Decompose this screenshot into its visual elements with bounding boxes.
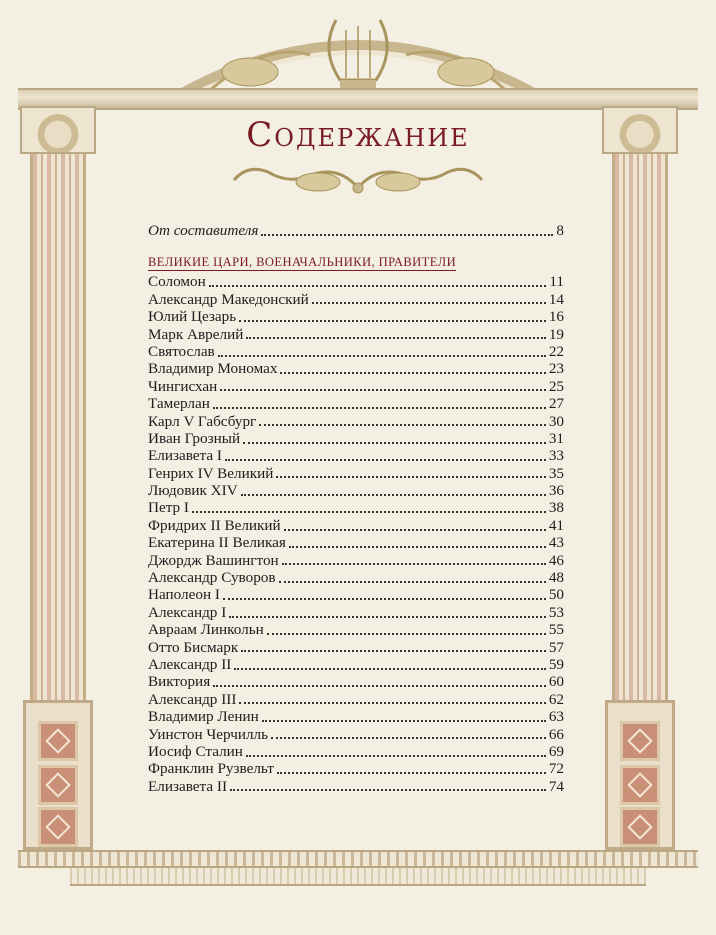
toc-entry[interactable] xyxy=(148,517,564,534)
toc-entry[interactable] xyxy=(148,621,564,638)
toc-entry-page: 53 xyxy=(548,603,564,621)
toc-entry-label: Елизавета I xyxy=(148,447,222,465)
toc-entry-page: 66 xyxy=(548,725,564,743)
toc-entry-label: Наполеон I xyxy=(148,586,220,604)
toc-entry[interactable] xyxy=(148,430,564,447)
toc-entry[interactable] xyxy=(148,308,564,325)
dot-leader xyxy=(192,511,546,513)
dot-leader xyxy=(271,737,546,739)
toc-entry-label: Людовик XIV xyxy=(148,482,238,500)
dot-leader xyxy=(234,668,545,670)
toc-entry-page: 60 xyxy=(548,673,564,691)
toc-entry-page: 22 xyxy=(548,342,564,360)
toc-entry-page: 63 xyxy=(548,708,564,726)
dot-leader xyxy=(289,546,546,548)
toc-entry-page: 33 xyxy=(548,447,564,465)
toc-entry-page: 16 xyxy=(548,308,564,326)
base-molding xyxy=(70,868,646,886)
toc-entry-page: 50 xyxy=(548,586,564,604)
toc-entry[interactable] xyxy=(148,343,564,360)
toc-entry-page: 62 xyxy=(548,690,564,708)
toc-entry-page: 55 xyxy=(548,621,564,639)
dot-leader xyxy=(246,755,546,757)
dot-leader xyxy=(262,720,546,722)
toc-entry[interactable] xyxy=(148,569,564,586)
dot-leader xyxy=(213,407,546,409)
toc-entry[interactable] xyxy=(148,639,564,656)
toc-entry-label: Владимир Ленин xyxy=(148,708,259,726)
toc-entry-label: Карл V Габсбург xyxy=(148,412,257,430)
toc-entry-label: Иосиф Сталин xyxy=(148,742,243,760)
ornament-panel xyxy=(620,721,660,761)
toc-entry-page: 69 xyxy=(548,742,564,760)
ornament-panel xyxy=(620,765,660,805)
page-title: Содержание xyxy=(246,115,470,155)
dot-leader xyxy=(246,337,545,339)
toc-entry-label: Джордж Вашингтон xyxy=(148,551,279,569)
toc-entry-label: Александр I xyxy=(148,603,227,621)
toc-entry-page: 31 xyxy=(548,429,564,447)
toc-entry-page: 46 xyxy=(548,551,564,569)
ornament-panel xyxy=(38,807,78,847)
dot-leader xyxy=(261,234,553,236)
toc-entry-page: 48 xyxy=(548,569,564,587)
dot-leader xyxy=(276,476,545,478)
toc-entry-page: 38 xyxy=(548,499,564,517)
toc-entry-page: 14 xyxy=(548,290,564,308)
toc-entry-intro[interactable] xyxy=(148,222,564,239)
toc-entry[interactable] xyxy=(148,760,564,777)
toc-entry[interactable] xyxy=(148,326,564,343)
toc-entry[interactable] xyxy=(148,360,564,377)
toc-entry-page: 36 xyxy=(548,482,564,500)
toc-entry-label: Генрих IV Великий xyxy=(148,464,274,482)
dot-leader xyxy=(239,320,546,322)
toc-entry-label: От составителя xyxy=(148,222,259,239)
toc-entry[interactable] xyxy=(148,778,564,795)
dot-leader xyxy=(267,633,546,635)
toc-entry-label: Виктория xyxy=(148,673,211,691)
dot-leader xyxy=(259,424,546,426)
ornament-panel xyxy=(38,765,78,805)
toc-entry-label: Юлий Цезарь xyxy=(148,308,237,326)
toc-entry-label: Александр Македонский xyxy=(148,290,309,308)
toc-entry[interactable] xyxy=(148,395,564,412)
toc-entry[interactable] xyxy=(148,552,564,569)
dot-leader xyxy=(277,772,546,774)
toc-entry-page: 59 xyxy=(548,655,564,673)
right-pedestal xyxy=(605,700,675,850)
toc-entry-page: 41 xyxy=(548,516,564,534)
dot-leader xyxy=(213,685,546,687)
toc-entry-page: 25 xyxy=(548,377,564,395)
toc-entry-label: Чингисхан xyxy=(148,377,218,395)
ornament-panel xyxy=(620,807,660,847)
toc-entry[interactable] xyxy=(148,465,564,482)
dot-leader xyxy=(312,302,546,304)
toc-entry-label: Петр I xyxy=(148,499,189,517)
dot-leader xyxy=(229,616,546,618)
toc-entry-page: 19 xyxy=(548,325,564,343)
toc-entry-page: 23 xyxy=(548,360,564,378)
toc-entry-page: 35 xyxy=(548,464,564,482)
toc-entry[interactable] xyxy=(148,534,564,551)
dot-leader xyxy=(241,494,546,496)
toc-entry[interactable] xyxy=(148,604,564,621)
toc-entry-page: 27 xyxy=(548,395,564,413)
dot-leader xyxy=(284,529,546,531)
toc-entry-label: Франклин Рузвельт xyxy=(148,760,274,778)
toc-entry[interactable] xyxy=(148,691,564,708)
dot-leader xyxy=(220,389,546,391)
toc-entry[interactable] xyxy=(148,656,564,673)
toc-entry-label: Елизавета II xyxy=(148,777,228,795)
toc-entry[interactable] xyxy=(148,273,564,290)
table-of-contents xyxy=(148,222,564,795)
toc-entry-label: Фридрих II Великий xyxy=(148,516,281,534)
toc-entry-page: 30 xyxy=(548,412,564,430)
toc-entry[interactable] xyxy=(148,413,564,430)
dot-leader xyxy=(223,598,546,600)
toc-entry[interactable] xyxy=(148,586,564,603)
toc-entry[interactable] xyxy=(148,291,564,308)
toc-entry[interactable] xyxy=(148,378,564,395)
dot-leader xyxy=(279,581,546,583)
toc-entry-label: Александр II xyxy=(148,655,232,673)
entablature xyxy=(18,88,698,110)
toc-entry[interactable] xyxy=(148,482,564,499)
left-pedestal xyxy=(23,700,93,850)
acanthus-flourish-icon xyxy=(228,158,488,202)
toc-entry[interactable] xyxy=(148,447,564,464)
toc-entry-page: 57 xyxy=(548,638,564,656)
dot-leader xyxy=(225,459,546,461)
dot-leader xyxy=(282,563,546,565)
base-band xyxy=(18,850,698,868)
toc-entry-label: Тамерлан xyxy=(148,395,210,413)
toc-entry[interactable] xyxy=(148,708,564,725)
toc-entry-label: Иван Грозный xyxy=(148,429,241,447)
toc-entry-label: Александр III xyxy=(148,690,237,708)
dot-leader xyxy=(243,442,546,444)
dot-leader xyxy=(209,285,547,287)
toc-entry-label: Владимир Мономах xyxy=(148,360,278,378)
toc-entry-page: 72 xyxy=(548,760,564,778)
dot-leader xyxy=(230,789,546,791)
dot-leader xyxy=(218,355,546,357)
ornament-panel xyxy=(38,721,78,761)
dot-leader xyxy=(241,650,546,652)
toc-entry-page: 11 xyxy=(549,273,564,291)
toc-entry-page: 74 xyxy=(548,777,564,795)
toc-entry-label: Святослав xyxy=(148,342,215,360)
toc-entry[interactable] xyxy=(148,743,564,760)
dot-leader xyxy=(239,702,545,704)
toc-entry-label: Александр Суворов xyxy=(148,569,276,587)
toc-entry[interactable] xyxy=(148,673,564,690)
toc-entry-label: Соломон xyxy=(148,273,206,291)
toc-entries xyxy=(148,273,564,795)
toc-entry-label: Отто Бисмарк xyxy=(148,638,239,656)
dot-leader xyxy=(280,372,545,374)
toc-entry[interactable] xyxy=(148,726,564,743)
toc-entry-label: Екатерина II Великая xyxy=(148,534,286,552)
toc-entry-page: 43 xyxy=(548,534,564,552)
toc-entry-page: 8 xyxy=(556,222,564,239)
toc-entry-label: Уинстон Черчилль xyxy=(148,725,269,743)
toc-entry-label: Авраам Линкольн xyxy=(148,621,264,639)
toc-entry[interactable] xyxy=(148,499,564,516)
section-heading: ВЕЛИКИЕ ЦАРИ, ВОЕНАЧАЛЬНИКИ, ПРАВИТЕЛИ xyxy=(148,255,457,270)
toc-entry-label: Марк Аврелий xyxy=(148,325,244,343)
